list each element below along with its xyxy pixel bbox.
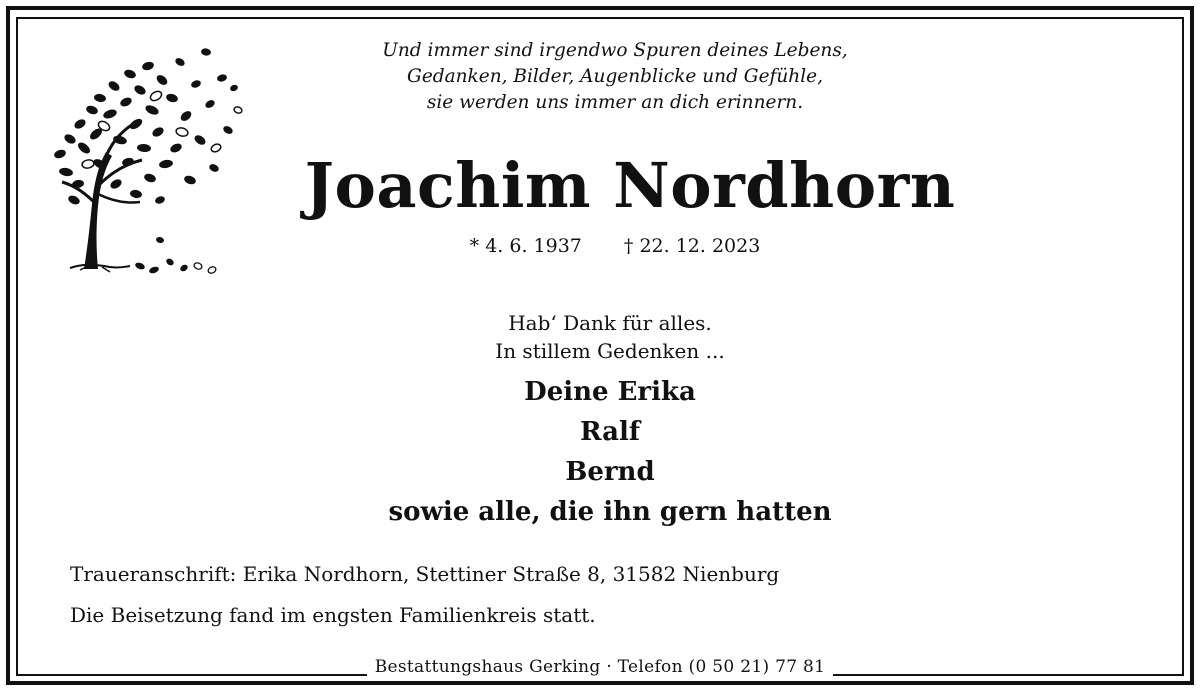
mourner-entry: Ralf	[579, 417, 641, 447]
poem-line-2: Gedanken, Bilder, Augenblicke und Gefühle,	[407, 66, 823, 87]
thanks-line-1: Hab‘ Dank für alles.	[508, 311, 712, 335]
mourning-address: Traueranschrift: Erika Nordhorn, Stettiner Straße 8, 31582 Nienburg	[70, 562, 780, 586]
deceased-name: Joachim Nordhorn	[304, 149, 956, 222]
thanks-message	[300, 309, 920, 365]
tree-with-falling-leaves-icon	[40, 44, 250, 284]
poem-line-1: Und immer sind irgendwo Spuren deines Lebens,	[382, 40, 848, 61]
funeral-home-contact: Bestattungshaus Gerking · Telefon (0 50 21) 77 81	[367, 655, 834, 679]
mourner-entry: Deine Erika	[524, 377, 696, 407]
birth-date: * 4. 6. 1937	[469, 235, 582, 257]
mourners-list	[300, 372, 920, 532]
mourner-entry: Bernd	[565, 457, 655, 487]
funeral-note: Die Beisetzung fand im engsten Familienkreis statt.	[70, 603, 596, 627]
death-date: † 22. 12. 2023	[623, 235, 761, 257]
memorial-poem	[300, 38, 930, 116]
footer-bar	[0, 655, 1200, 679]
life-dates	[300, 233, 930, 259]
poem-line-3: sie werden uns immer an dich erinnern.	[426, 92, 804, 113]
thanks-line-2: In stillem Gedenken ...	[495, 339, 725, 363]
mourner-entry: sowie alle, die ihn gern hatten	[388, 497, 832, 527]
